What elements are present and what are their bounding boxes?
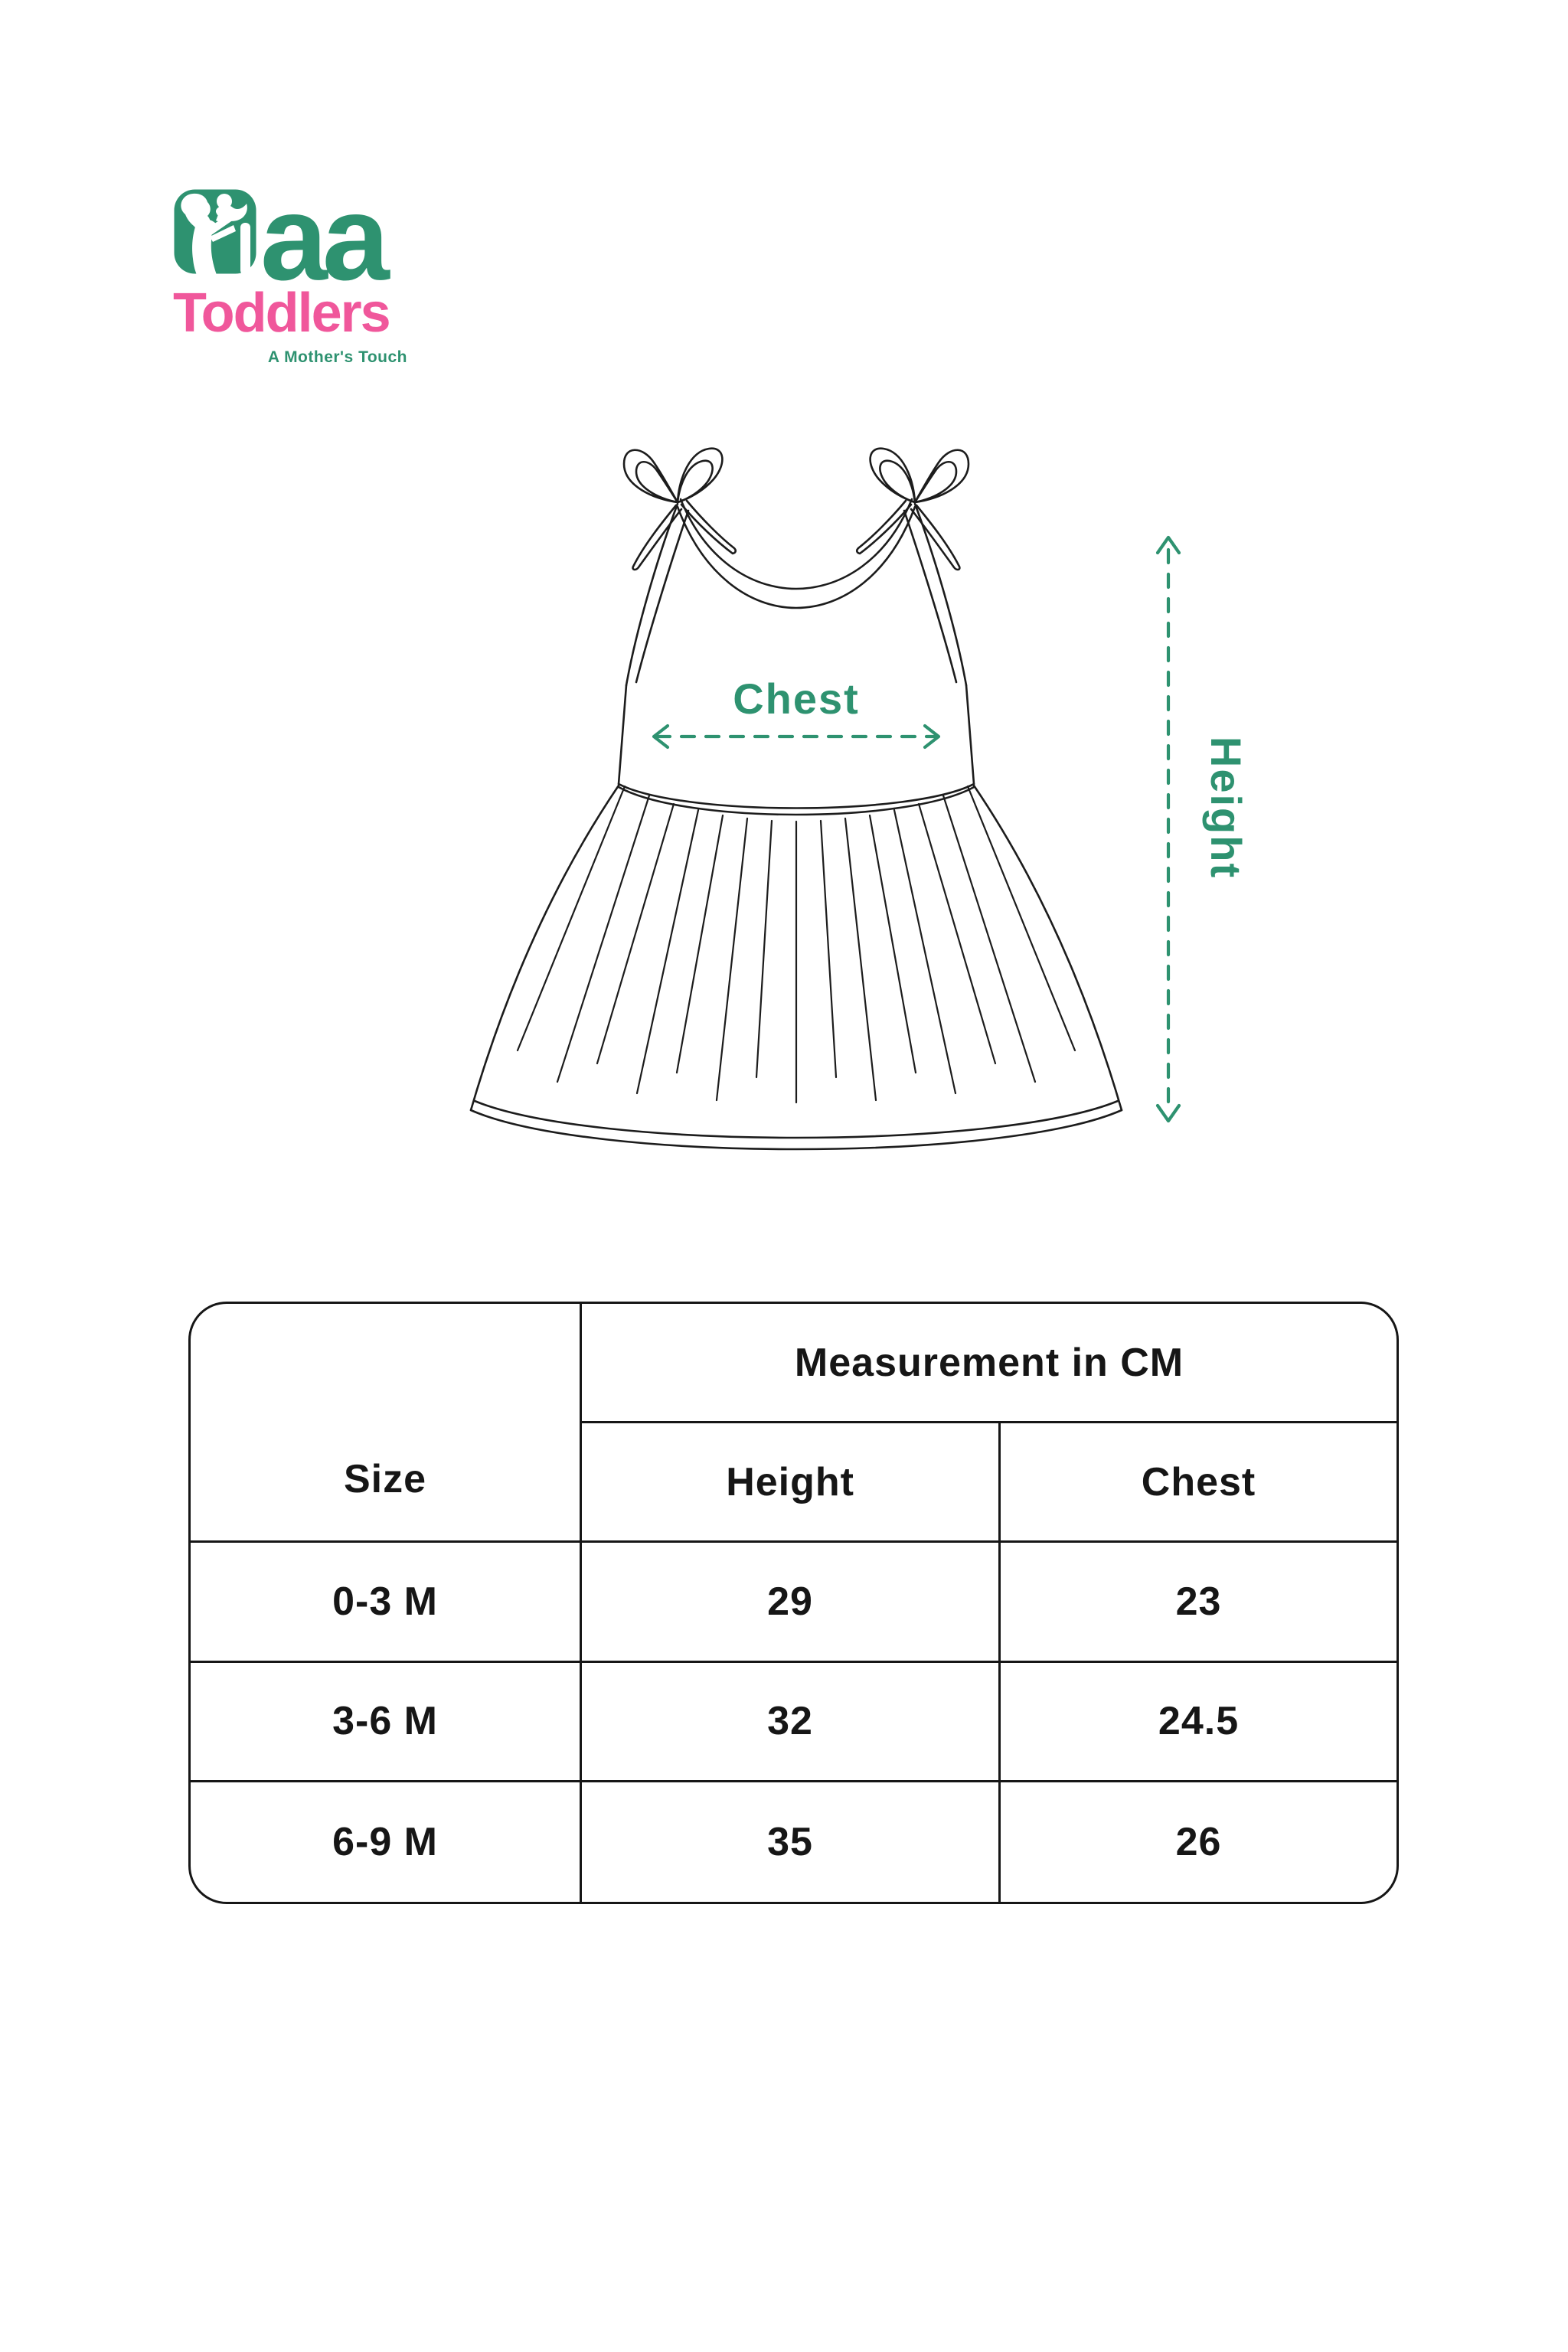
- chest-label: Chest: [733, 675, 860, 723]
- height-column-header: Height: [582, 1423, 1001, 1543]
- table-row-size: 6-9 M: [191, 1782, 582, 1902]
- bow-right-icon: [857, 449, 969, 570]
- height-measure-annotation: [1158, 537, 1250, 1121]
- table-row-chest: 23: [1001, 1543, 1396, 1662]
- size-column-header: Size: [191, 1304, 582, 1543]
- brand-logo: [173, 171, 407, 367]
- table-row-chest: 24.5: [1001, 1663, 1396, 1782]
- table-row-size: 3-6 M: [191, 1663, 582, 1782]
- mother-and-baby-icon: [173, 188, 257, 275]
- height-label: Height: [1202, 736, 1250, 880]
- skirt-pleat-lines: [518, 786, 1075, 1102]
- brand-tagline: A Mother's Touch: [267, 348, 407, 366]
- table-row-height: 35: [582, 1782, 1001, 1902]
- brand-logo-wordmark: [173, 171, 407, 305]
- table-row-height: 32: [582, 1663, 1001, 1782]
- size-chart-table: [188, 1302, 1399, 1904]
- measurement-group-header: Measurement in CM: [582, 1304, 1396, 1423]
- bow-left-icon: [624, 449, 736, 570]
- height-arrowhead-bottom-icon: [1158, 1106, 1179, 1121]
- table-row-height: 29: [582, 1543, 1001, 1662]
- table-row-chest: 26: [1175, 1819, 1222, 1864]
- table-row-size: 0-3 M: [191, 1543, 582, 1662]
- chest-measure-annotation: [654, 675, 939, 747]
- brand-name-aa: aa: [260, 171, 384, 305]
- chest-column-header: Chest: [1001, 1423, 1396, 1543]
- dress-measurement-diagram: [421, 421, 1263, 1263]
- brand-name-toddlers: Toddlers: [173, 283, 390, 344]
